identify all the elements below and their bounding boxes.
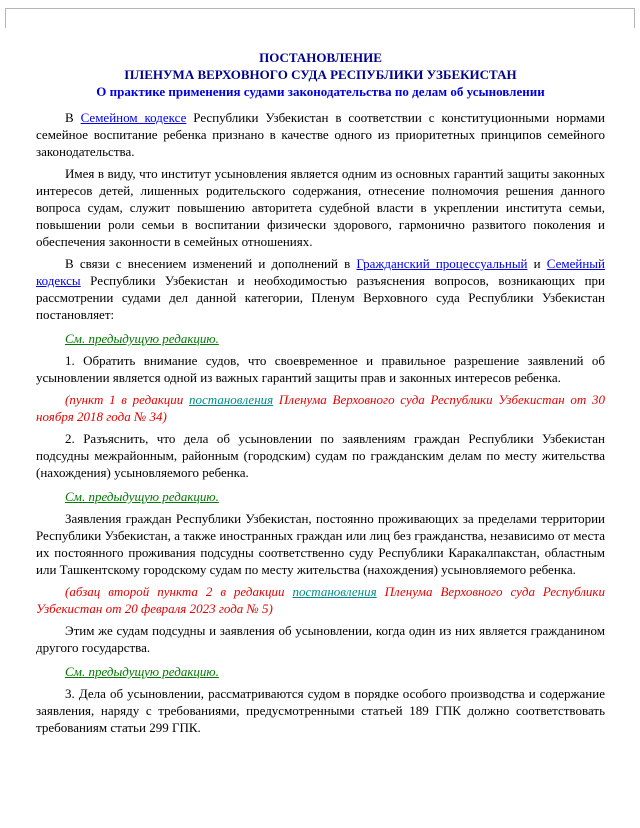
text-run: (абзац второй пункта 2 в редакции bbox=[65, 584, 293, 599]
link-resolution-2018-34[interactable]: постановления bbox=[189, 392, 274, 407]
doc-subtitle: О практике применения судами законодательства по делам об усыновлении bbox=[96, 84, 545, 99]
editorial-note-1 bbox=[36, 391, 605, 425]
paragraph-point-1: 1. Обратить внимание судов, что своевременное и правильное разрешение заявлений об усыновлении является одной из важных гарантий защиты прав и законных интересов ребенка. bbox=[36, 353, 605, 385]
text-run: В bbox=[65, 110, 81, 125]
text-run: Республики Узбекистан и необходимостью разъяснения вопросов, возникающих при рассмотрении судами дел данной категории, Пленум Верховного суда Республики Узбекистан постановляет: bbox=[36, 273, 605, 322]
document-content bbox=[36, 49, 605, 736]
see-previous-edition-note-3 bbox=[36, 663, 605, 680]
doc-title-line1: ПОСТАНОВЛЕНИЕ bbox=[259, 50, 382, 65]
page-border bbox=[5, 8, 635, 28]
see-previous-edition-note-2 bbox=[36, 488, 605, 505]
paragraph-point-3: 3. Дела об усыновлении, рассматриваются судом в порядке особого производства и содержание заявления, наряду с требованиями, предусмотренными статьей 189 ГПК должно соответствовать требованиям статьи 299 ГПК. bbox=[36, 686, 605, 735]
editorial-note-2 bbox=[36, 583, 605, 617]
doc-title-line2: ПЛЕНУМА ВЕРХОВНОГО СУДА РЕСПУБЛИКИ УЗБЕКИСТАН bbox=[124, 67, 517, 82]
paragraph-point-2-clause-3: Этим же судам подсудны и заявления об усыновлении, когда один из них является гражданином другого государства. bbox=[36, 623, 605, 655]
link-family-code[interactable]: Семейном кодексе bbox=[80, 110, 187, 125]
paragraph-intro-1 bbox=[36, 109, 605, 160]
text-run: (пункт 1 в редакции bbox=[65, 392, 190, 407]
see-previous-edition-note-1 bbox=[36, 330, 605, 347]
paragraph-intro-3 bbox=[36, 255, 605, 323]
see-previous-edition-link-1[interactable]: См. предыдущую редакцию. bbox=[65, 331, 219, 346]
text-run: Республики Узбекистан в соответствии с конституционными нормами семейное воспитание ребенка признано в качестве одного из приоритетных принципов семейного законодательства. bbox=[36, 110, 605, 159]
link-family-codes[interactable]: Семейный кодексы bbox=[36, 256, 605, 288]
see-previous-edition-link-2[interactable]: См. предыдущую редакцию. bbox=[65, 489, 219, 504]
paragraph-intro-2: Имея в виду, что институт усыновления является одним из основных гарантий защиты законных интересов детей, лишенных родительского содержания, отнесение полномочия решения данного вопроса судам, служит повышению авторитета судебной власти в укреплении института семьи, повышении роли семьи в воспитании физически здорового, гармонично развитого поколения и обеспечения законности в семейных отношениях. bbox=[36, 166, 605, 249]
see-previous-edition-link-3[interactable]: См. предыдущую редакцию. bbox=[65, 664, 219, 679]
link-civil-procedure-code[interactable]: Гражданский процессуальный bbox=[356, 256, 528, 271]
text-run: Пленума Верховного суда Республики Узбекистан от 20 февраля 2023 года № 5) bbox=[36, 584, 605, 616]
text-run: В связи с внесением изменений и дополнений в bbox=[65, 256, 357, 271]
paragraph-point-2: 2. Разъяснить, что дела об усыновлении по заявлениям граждан Республики Узбекистан подсудны межрайонным, районным (городским) судам по гражданским делам по месту жительства (нахождения) усыновляемого ребенка. bbox=[36, 431, 605, 480]
paragraph-point-2-clause-2: Заявления граждан Республики Узбекистан, постоянно проживающих за пределами территории Республики Узбекистан, а также иностранных граждан или лиц без гражданства, независимо от места их постоянного проживания подсудны соответственно суду Республики Каракалпакстан, областным или Ташкентскому городскому судам по месту жительства (нахождения) усыновляемого ребенка. bbox=[36, 511, 605, 577]
text-run: и bbox=[527, 256, 547, 271]
link-resolution-2023-5[interactable]: постановления bbox=[292, 584, 377, 599]
text-run: Пленума Верховного суда Республики Узбекистан от 30 ноября 2018 года № 34) bbox=[36, 392, 606, 424]
